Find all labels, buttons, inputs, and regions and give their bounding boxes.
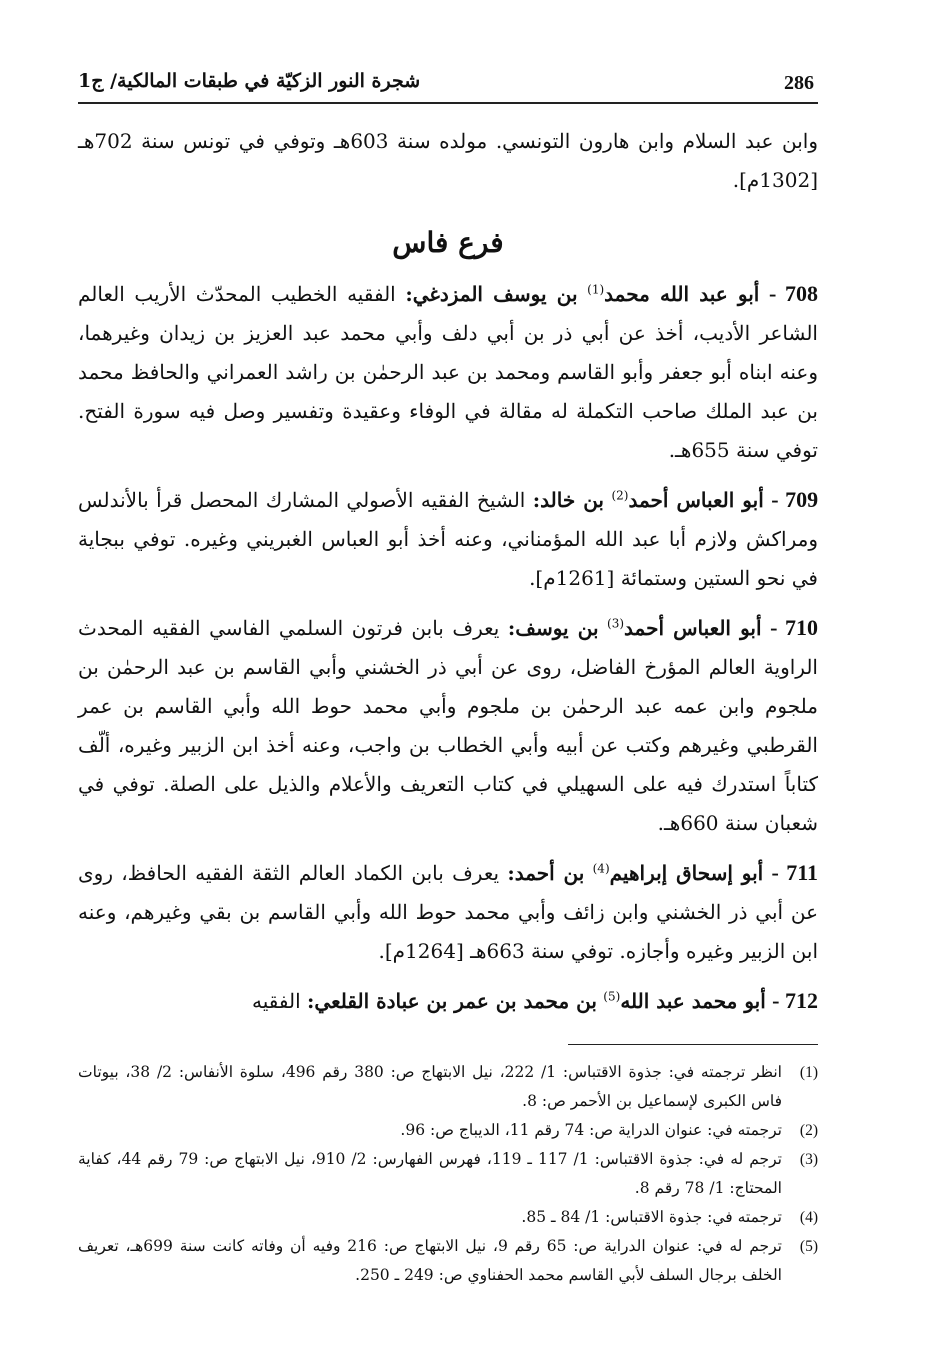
entry-710 <box>78 608 818 843</box>
footnote-text: ترجم له في: جذوة الاقتباس: 1/ 117 ـ 119، فهرس الفهارس: 2/ 910، نيل الابتهاج ص: 79 رقم 44، كفاية المحتاج: 1/ 78 رقم 8. <box>78 1150 782 1197</box>
entry-name-rest: بن خالد: <box>532 488 605 512</box>
footnote-ref[interactable]: (1) <box>587 282 605 297</box>
entry-name: أبو عبد الله محمد <box>604 282 760 306</box>
entry-name: أبو العباس أحمد <box>628 488 764 512</box>
footnote-number: (4) <box>799 1209 818 1226</box>
footnote-5 <box>78 1232 818 1290</box>
main-text <box>78 122 818 1031</box>
footnote-text: ترجم له في: عنوان الدراية ص: 65 رقم 9، نيل الابتهاج ص: 216 وفيه أن وفاته كانت سنة 699هـ، تعريف الخلف برجال السلف لأبي القاسم محمد الحفناوي ص: 249 ـ 250. <box>78 1237 782 1284</box>
entry-711 <box>78 853 818 971</box>
footnote-4 <box>78 1203 818 1232</box>
page-header <box>78 66 818 102</box>
entry-number: 711 - <box>771 860 819 885</box>
footnote-ref[interactable]: (2) <box>611 488 629 503</box>
entry-text: الشيخ الفقيه الأصولي المشارك المحصل قرأ بالأندلس ومراكش ولازم أبا عبد الله المؤمناني، وعنه أخذ أبو العباس الغبريني وغيره. توفي ببجاية في نحو الستين وستمائة [1261م]. <box>78 488 818 590</box>
entry-709 <box>78 480 818 598</box>
footnote-number: (1) <box>799 1064 818 1081</box>
footnote-number: (3) <box>799 1151 818 1168</box>
running-title: شجرة النور الزكيّة في طبقات المالكية/ ج1 <box>78 70 421 92</box>
entry-name: أبو العباس أحمد <box>624 616 762 640</box>
entry-name-rest: بن يوسف المزدغي: <box>405 282 578 306</box>
entry-text: الفقيه الخطيب المحدّث الأريب العالم الشاعر الأديب، أخذ عن أبي ذر بن أبي دلف وأبي محمد عبد العزيز بن زيدان وغيرهما، وعنه ابناه أبو جعفر وأبو القاسم ومحمد بن عبد الرحمٰن بن راشد العمراني والحافظ محمد بن عبد الملك صاحب التكملة له مقالة في الوفاء وعقيدة وتفسير وصل فيه سورة الفتح. توفي سنة 655هـ. <box>78 282 818 462</box>
footnote-number: (5) <box>799 1238 818 1255</box>
entry-text: الفقيه <box>252 989 301 1013</box>
entry-text: يعرف بابن الكماد العالم الثقة الفقيه الحافظ، روى عن أبي ذر الخشني وابن زائف وأبي محمد حوط الله وأبي القاسم بن بقي وغيرهم، وعنه ابن الزبير وغيره وأجازه. توفي سنة 663هـ [1264م]. <box>78 861 818 963</box>
footnote-3 <box>78 1145 818 1203</box>
footnote-text: ترجمته في: عنوان الدراية ص: 74 رقم 11، الديباج ص: 96. <box>400 1121 782 1139</box>
footnote-2 <box>78 1116 818 1145</box>
footnotes <box>78 1058 818 1290</box>
continuation-paragraph: وابن عبد السلام وابن هارون التونسي. مولده سنة 603هـ وتوفي في تونس سنة 702هـ [1302م]. <box>78 129 818 192</box>
entry-name-rest: بن أحمد: <box>507 861 585 885</box>
footnote-rule <box>568 1044 818 1045</box>
entry-number: 709 - <box>771 487 819 512</box>
entry-708 <box>78 274 818 470</box>
entry-name-rest: بن يوسف: <box>507 616 599 640</box>
entry-number: 712 - <box>772 988 818 1013</box>
entry-number: 708 - <box>768 281 818 306</box>
footnote-ref[interactable]: (5) <box>603 989 621 1004</box>
entry-name: أبو إسحاق إبراهيم <box>609 861 764 885</box>
footnote-text: ترجمته في: جذوة الاقتباس: 1/ 84 ـ 85. <box>521 1208 782 1226</box>
footnote-ref[interactable]: (4) <box>592 861 610 876</box>
section-title: فرع فاس <box>392 226 504 259</box>
page-number: 286 <box>784 72 814 94</box>
footnote-ref[interactable]: (3) <box>607 616 625 631</box>
entry-name-rest: بن محمد بن عمر بن عبادة القلعي: <box>307 989 597 1013</box>
book-page <box>78 56 818 1336</box>
footnote-1 <box>78 1058 818 1116</box>
entry-number: 710 - <box>770 615 819 640</box>
footnote-text: انظر ترجمته في: جذوة الاقتباس: 1/ 222، نيل الابتهاج ص: 380 رقم 496، سلوة الأنفاس: 2/ 38، بيوتات فاس الكبرى لإسماعيل بن الأحمر ص: 8. <box>78 1063 782 1110</box>
entry-name: أبو محمد عبد الله <box>620 989 766 1013</box>
entry-712 <box>78 981 818 1021</box>
footnote-number: (2) <box>799 1122 818 1139</box>
entry-text: يعرف بابن فرتون السلمي الفاسي الفقيه المحدث الراوية العالم المؤرخ الفاضل، روى عن أبي ذر الخشني وأبي القاسم بن عبد الرحمٰن بن ملجوم وابن عمه عبد الرحمٰن بن ملجوم وأبي محمد حوط الله وأبي القاسم بن عمر القرطبي وغيرهم وكتب عن أبيه وأبي الخطاب بن واجب، وعنه أخذ ابن الزبير وغيره، ألّف كتاباً استدرك فيه على السهيلي في كتاب التعريف والأعلام والذيل على الصلة. توفي في شعبان سنة 660هـ. <box>78 616 818 835</box>
header-rule <box>78 102 818 104</box>
